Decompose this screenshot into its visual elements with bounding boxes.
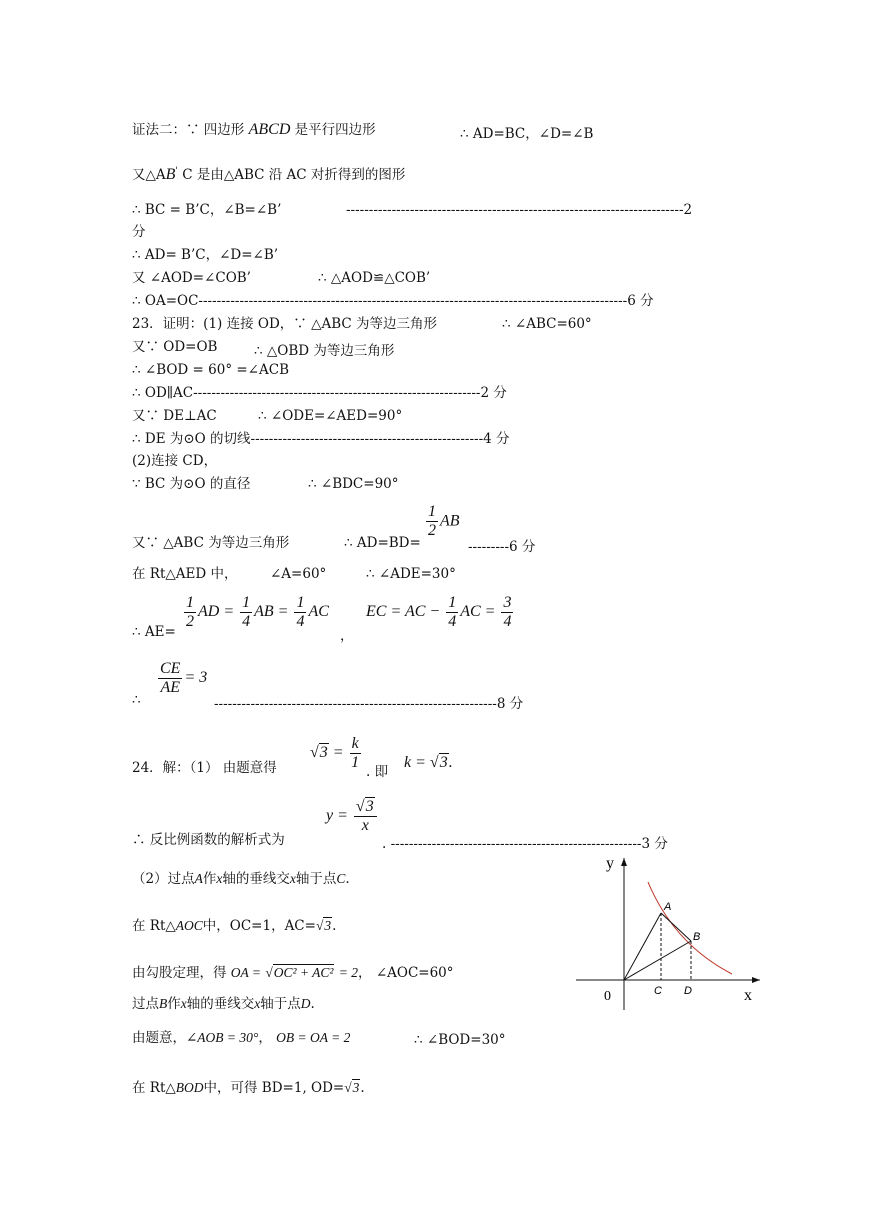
q24-line-8: 在 Rt△BOD中，可得 BD=1, OD=√3. [132,1080,365,1096]
q23-line-12-dash: --------------------------------------------------------------8 分 [214,696,524,712]
q24-eq-k: √3 = $\frac{k}{1}$ [310,735,360,771]
q23-ae-expr: $\frac{1}{2}$ AD = $\frac{1}{4}$ AB = $\frac{1}{4}$ AC [186,594,329,630]
q23-line-5-conclusion: ∴ ∠ODE=∠AED=90° [258,408,403,424]
q24-function: y = $\frac{√3}{x}$ [326,798,379,834]
q23-ec-expr: EC = AC − $\frac{1}{4}$ AC = $\frac{3}{4}$ [366,594,512,630]
point-c-label: C [654,985,662,997]
segment-ab [661,913,691,941]
q23-line-5: 又∵ DE⊥AC [132,408,217,424]
proof2-line-2: 又△AB' C 是由△ABC 沿 AC 对折得到的图形 [132,166,406,183]
q23-line-10: 在 Rt△AED 中， [132,566,238,582]
q23-line-9-ad: ∴ AD=BD= [344,535,421,551]
q23-comma: ， [340,628,354,644]
q23-line-1-conclusion: ∴ ∠ABC=60° [502,316,592,332]
q23-ratio: $\frac{CE}{AE}$ = 3 [160,660,208,696]
q23-line-10-angle: ∠A=60° [270,566,327,582]
x-axis-label: x [744,987,752,1004]
q23-line-6: ∴ DE 为⊙O 的切线---------------------------------------------------4 分 [132,431,510,447]
q23-line-9-dash: ---------6 分 [468,539,536,555]
q23-line-9: 又∵ △ABC 为等边三角形 [132,535,290,551]
proof2-line-1-conclusion: ∴ AD=BC，∠D=∠B [460,126,594,142]
segment-oa [624,913,661,980]
q24-line-2-dash: . -------------------------------------------------------3 分 [382,836,668,852]
x-axis-arrow [752,977,760,983]
q24-line-5: 由勾股定理，得 OA = √OC² + AC² = 2， ∠AOC=60° [132,965,454,981]
quad-abcd: ABCD [248,121,291,138]
q24-line-6: 过点B作x轴的垂线交x轴于点D. [132,996,315,1012]
q24-line-1: 24．解：（1） 由题意得 [132,760,277,776]
proof2-line-6: 又 ∠AOD=∠COB’ [132,270,251,286]
q24-k-value: k = √3. [404,754,453,771]
point-b-label: B [693,931,701,943]
y-axis-label: y [606,855,614,872]
q23-ae-label: ∴ AE= [132,624,176,640]
coordinate-figure [574,852,764,1012]
proof2-line-7: ∴ OA=OC----------------------------------------------------------------------------------------------6 分 [132,293,654,309]
q23-half-ab: $\frac{1}{2}$ AB [428,503,460,539]
proof2-line-1: 证法二：∵ 四边形 ABCD 是平行四边形 [132,121,376,138]
proof2-line-5: ∴ AD= B’C，∠D=∠B’ [132,247,279,263]
q23-line-2-conclusion: ∴ △OBD 为等边三角形 [254,343,395,359]
q24-line-2: ∴ 反比例函数的解析式为 [132,832,285,848]
q23-line-2: 又∵ OD=OB [132,339,218,355]
q23-line-7: (2)连接 CD， [132,453,218,469]
q23-line-3: ∴ ∠BOD = 60° =∠ACB [132,362,289,378]
q23-line-8: ∵ BC 为⊙O 的直径 [132,476,251,492]
q24-line-1-ie: . 即 [366,764,389,780]
point-d-label: D [684,985,692,997]
q24-line-3: （2）过点A作x轴的垂线交x轴于点C. [132,871,350,887]
segment-ob [624,941,691,980]
proof2-line-4: 分 [132,224,146,240]
proof2-line-3: ∴ BC = B’C，∠B=∠B’ [132,202,282,218]
origin-label: 0 [604,989,611,1004]
proof2-line-6-conclusion: ∴ △AOD≌△COB’ [318,270,431,286]
proof2-line-3-dash: --------------------------------------------------------------------------2 [346,202,693,218]
q23-line-10-conclusion: ∴ ∠ADE=30° [366,566,456,582]
q23-line-12: ∴ [132,692,141,708]
point-a-label: A [664,901,672,913]
q23-line-8-conclusion: ∴ ∠BDC=90° [308,476,399,492]
q24-line-4: 在 Rt△AOC中，OC=1，AC=√3. [132,918,337,934]
y-axis-arrow [621,858,627,866]
q23-line-1: 23．证明：(1) 连接 OD，∵ △ABC 为等边三角形 [132,316,437,332]
q24-line-7-conclusion: ∴ ∠BOD=30° [414,1032,506,1048]
q23-line-4: ∴ OD∥AC---------------------------------------------------------------2 分 [132,385,507,401]
q24-line-7: 由题意，∠AOB = 30°， OB = OA = 2 [132,1030,351,1046]
